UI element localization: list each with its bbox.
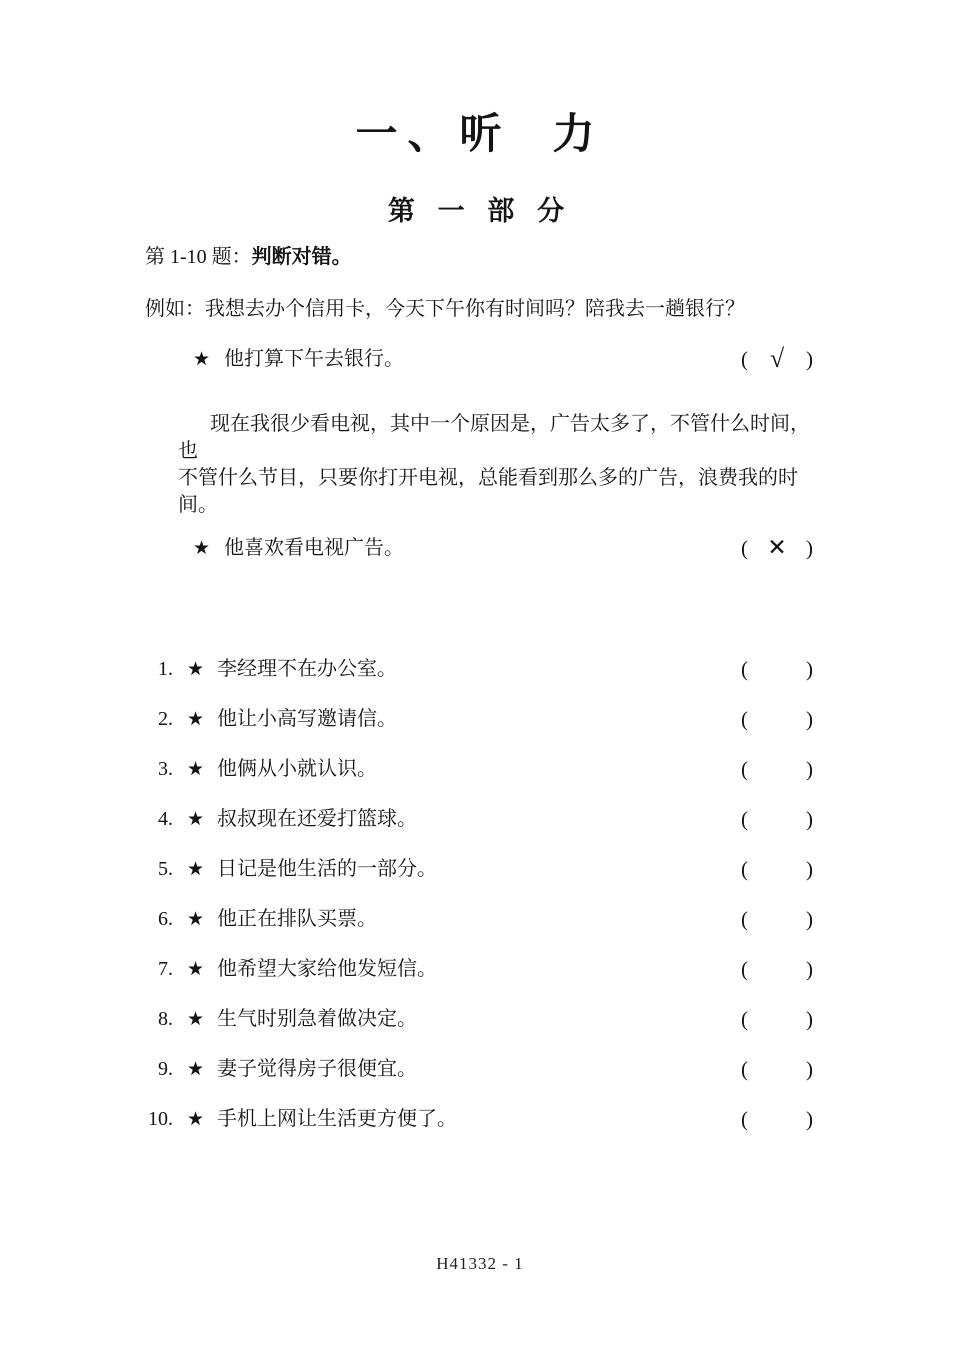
paren-close: ) [806,1007,813,1031]
answer-box [741,906,813,932]
question-text: 他让小高写邀请信。 [217,708,398,730]
star-icon: ★ [187,1009,205,1030]
example-statement-1-text: 他打算下午去银行。 [224,348,405,370]
star-icon: ★ [187,1059,205,1080]
answer-box [741,756,813,782]
star-icon: ★ [187,809,205,830]
star-icon: ★ [187,659,205,680]
instruction-range: 第 1-10 题： [145,246,252,268]
star-icon: ★ [187,959,205,980]
star-icon: ★ [187,759,205,780]
paren-open: ( [741,757,748,781]
example-dialogue: 我想去办个信用卡，今天下午你有时间吗？陪我去一趟银行？ [205,298,745,320]
paren-close: ) [806,757,813,781]
question-number: 9. [158,1058,173,1080]
paren-open: ( [741,657,748,681]
paren-open: ( [741,857,748,881]
question-row-2 [145,706,815,732]
question-number: 6. [158,908,173,930]
question-text: 他希望大家给他发短信。 [217,958,438,980]
paren-close: ) [806,957,813,981]
question-row-5 [145,856,815,882]
answer-box [741,1056,813,1082]
answer-box [741,1106,813,1132]
answer-box [741,656,813,682]
answer-box-example-1 [741,346,813,372]
question-list [145,656,815,1132]
question-number: 8. [158,1008,173,1030]
paren-close: ) [806,536,813,560]
paren-close: ) [806,1107,813,1131]
question-number: 5. [158,858,173,880]
answer-box [741,1006,813,1032]
example-passage [178,411,818,519]
example-label: 例如： [145,298,205,320]
question-text: 他俩从小就认识。 [217,758,378,780]
paren-open: ( [741,707,748,731]
question-row-7 [145,956,815,982]
page-footer-code: H41332 - 1 [436,1254,524,1273]
example-passage-line-1: 现在我很少看电视，其中一个原因是，广告太多了，不管什么时间，也 [178,413,810,462]
paren-close: ) [806,707,813,731]
example-dialogue-line [145,296,815,322]
question-text: 妻子觉得房子很便宜。 [217,1058,418,1080]
paren-open: ( [741,957,748,981]
question-text: 手机上网让生活更方便了。 [217,1108,458,1130]
paren-open: ( [741,347,748,371]
star-icon: ★ [187,709,205,730]
paren-open: ( [741,907,748,931]
paren-open: ( [741,536,748,560]
paren-open: ( [741,1057,748,1081]
question-text: 日记是他生活的一部分。 [217,858,438,880]
example-statement-1 [145,346,815,373]
answer-box [741,856,813,882]
paren-close: ) [806,347,813,371]
paren-close: ) [806,907,813,931]
question-number: 3. [158,758,173,780]
check-mark-icon: √ [769,344,785,373]
paren-open: ( [741,1107,748,1131]
paren-open: ( [741,1007,748,1031]
question-row-10 [145,1106,815,1132]
answer-box-example-2 [741,535,813,561]
star-icon: ★ [193,349,211,370]
question-row-4 [145,806,815,832]
star-icon: ★ [187,859,205,880]
question-number: 2. [158,708,173,730]
answer-box [741,956,813,982]
question-row-6 [145,906,815,932]
question-number: 7. [158,958,173,980]
star-icon: ★ [193,538,211,559]
question-text: 叔叔现在还爱打篮球。 [217,808,418,830]
question-row-3 [145,756,815,782]
question-number: 4. [158,808,173,830]
part-subtitle: 第 一 部 分 [387,196,573,226]
section-title: 一、听 力 [355,112,605,158]
answer-box [741,806,813,832]
question-text: 他正在排队买票。 [217,908,378,930]
question-row-1 [145,656,815,682]
paren-open: ( [741,807,748,831]
instruction-line [145,244,815,270]
example-statement-2 [145,535,815,562]
paren-close: ) [806,857,813,881]
instruction-task: 判断对错。 [251,246,352,268]
question-number: 1. [158,658,173,680]
answer-box [741,706,813,732]
star-icon: ★ [187,1109,205,1130]
example-statement-2-text: 他喜欢看电视广告。 [224,537,405,559]
example-passage-line-2: 不管什么节目，只要你打开电视，总能看到那么多的广告，浪费我的时间。 [178,467,798,516]
question-row-9 [145,1056,815,1082]
cross-mark-icon: ✕ [767,535,787,560]
question-row-8 [145,1006,815,1032]
star-icon: ★ [187,909,205,930]
question-text: 李经理不在办公室。 [217,658,398,680]
question-text: 生气时别急着做决定。 [217,1008,418,1030]
paren-close: ) [806,657,813,681]
question-number: 10. [148,1108,173,1130]
paren-close: ) [806,807,813,831]
paren-close: ) [806,1057,813,1081]
